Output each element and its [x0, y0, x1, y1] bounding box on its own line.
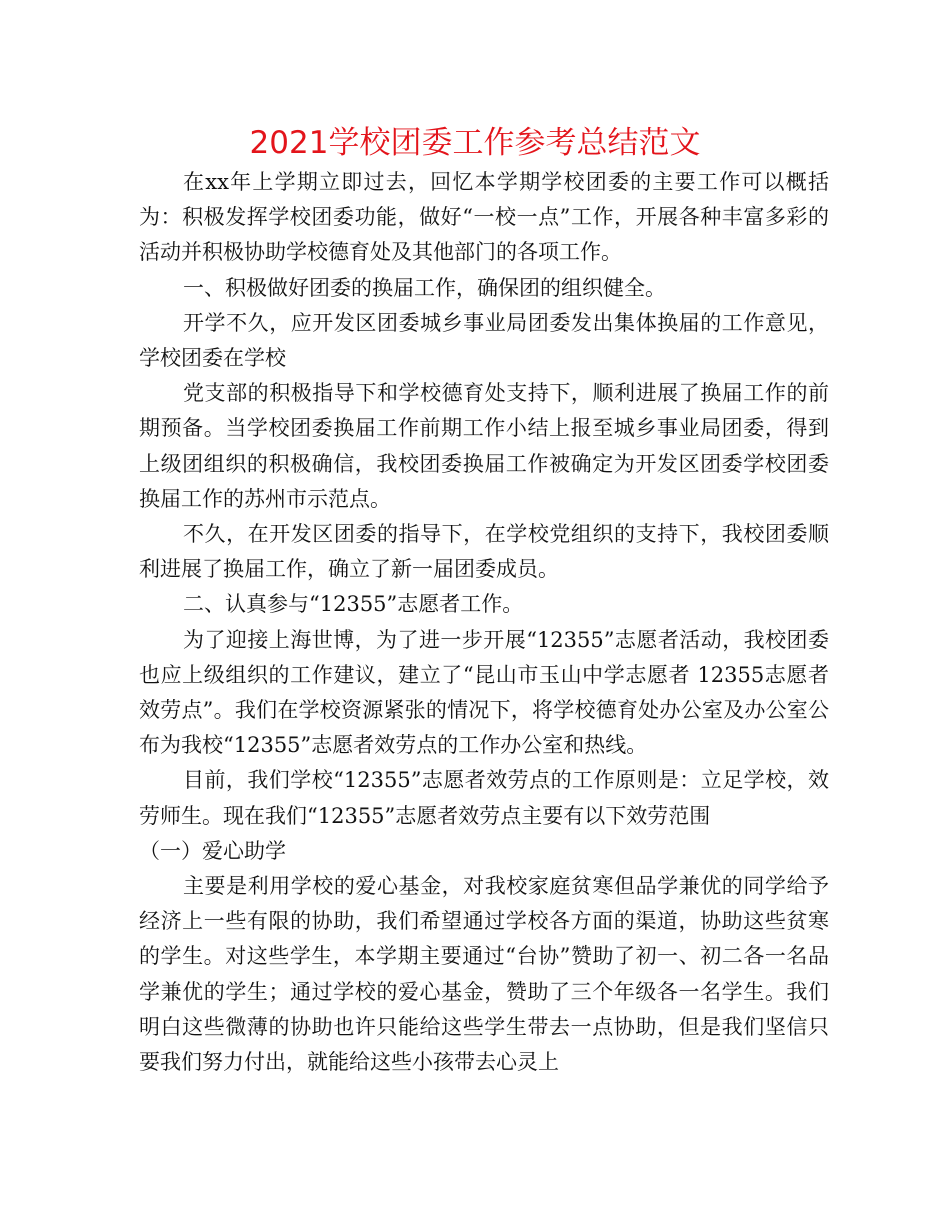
document-title: 2021学校团委工作参考总结范文 [249, 125, 701, 161]
subsection-heading: （一）爱心助学 [139, 838, 286, 863]
paragraph-intro: 在xx年上学期立即过去，回忆本学期学校团委的主要工作可以概括为：积极发挥学校团委功能，做好“一校一点”工作，开展各种丰富多彩的活动并积极协助学校德育处及其他部门的各项工作。 [139, 170, 829, 265]
document-body [139, 165, 829, 1080]
paragraph: 主要是利用学校的爱心基金，对我校家庭贫寒但品学兼优的同学给予经济上一些有限的协助，我们希望通过学校各方面的渠道，协助这些贫寒的学生。对这些学生，本学期主要通过“台协”赞助了初一、初二各一名品学兼优的学生；通过学校的爱心基金，赞助了三个年级各一名学生。我们明白这些微薄的协助也许只能给这些学生带去一点协助，但是我们坚信只要我们努力付出，就能给这些小孩带去心灵上 [139, 874, 829, 1075]
section-heading-2: 二、认真参与“12355”志愿者工作。 [183, 592, 524, 617]
paragraph: 党支部的积极指导下和学校德育处支持下，顺利进展了换届工作的前期预备。当学校团委换届工作前期工作小结上报至城乡事业局团委，得到上级团组织的积极确信，我校团委换届工作被确定为开发区团委学校团委换届工作的苏州市示范点。 [139, 381, 829, 511]
section-heading-1: 一、积极做好团委的换届工作，确保团的组织健全。 [183, 275, 666, 300]
paragraph: 不久，在开发区团委的指导下，在学校党组织的支持下，我校团委顺利进展了换届工作，确立了新一届团委成员。 [139, 522, 829, 582]
paragraph: 为了迎接上海世博，为了进一步开展“12355”志愿者活动，我校团委也应上级组织的工作建议，建立了“昆山市玉山中学志愿者 12355志愿者效劳点”。我们在学校资源紧张的情况下，将学校德育处办公室及办公室公布为我校“12355”志愿者效劳点的工作办公室和热线。 [139, 627, 829, 758]
paragraph: 目前，我们学校“12355”志愿者效劳点的工作原则是：立足学校，效劳师生。现在我们“12355”志愿者效劳点主要有以下效劳范围 [139, 768, 829, 828]
paragraph: 开学不久，应开发区团委城乡事业局团委发出集体换届的工作意见，学校团委在学校 [139, 310, 829, 371]
